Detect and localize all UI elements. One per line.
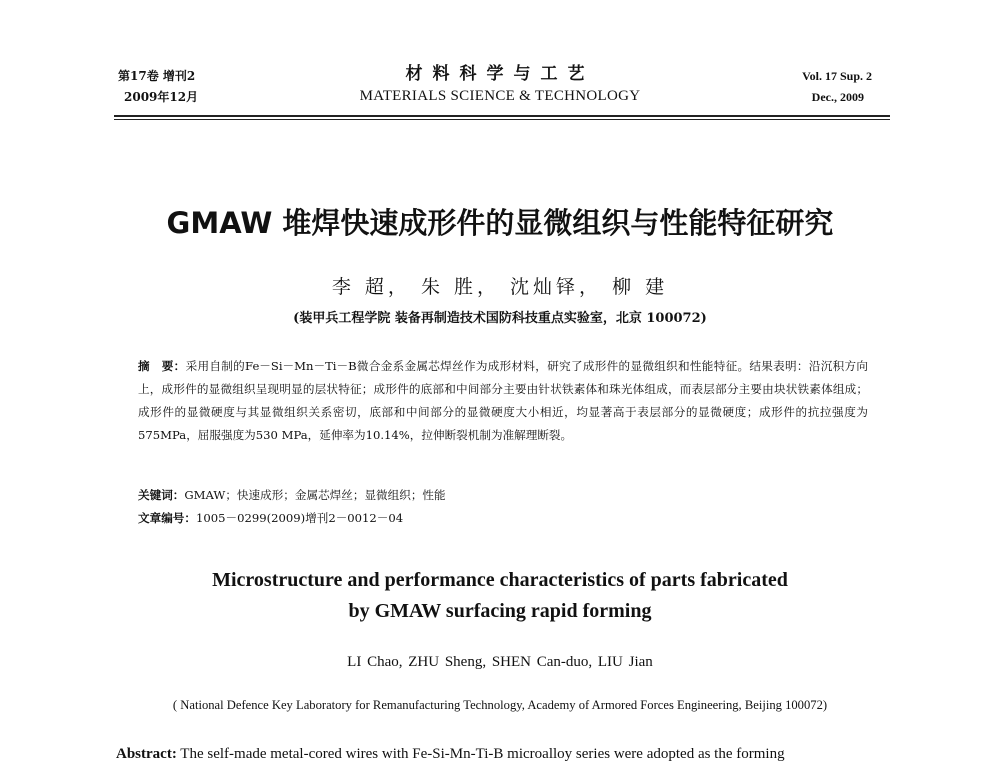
abstract-en-text: The self-made metal-cored wires with Fe-Si-Mn-Ti-B microalloy series were adopted as the forming [176,746,785,762]
abstract-cn-text: 采用自制的Fe－Si－Mn－Ti－B微合金系金属芯焊丝作为成形材料，研究了成形件的显微组织和性能特征。结果表明：沿沉积方向上，成形件的显微组织呈现明显的层状特征；成形件的底部和中间部分主要由针状铁素体和珠光体组成，而表层部分主要由块状铁素体组成；成形件的显微硬度与其显微组织关系密切，底部和中间部分的显微硬度大小相近，均显著高于表层部分的显微硬度；成形件的抗拉强度为575MPa，屈服强度为530 MPa，延伸率为10.14%，拉伸断裂机制为准解理断裂。 [138,359,868,442]
keywords-text: GMAW；快速成形；金属芯焊丝；显微组织；性能 [184,488,446,502]
abstract-en [116,744,886,764]
affiliation-cn: (装甲兵工程学院 装备再制造技术国防科技重点实验室，北京 100072) [293,311,707,326]
journal-name-cn: 材料科学与工艺 [405,64,595,84]
keywords-label: 关键词： [138,488,185,502]
paper-title-cn: GMAW 堆焊快速成形件的显微组织与性能特征研究 [166,206,834,240]
abstract-cn-label: 摘 要： [138,359,186,373]
header-volume-info-en [802,66,872,108]
publication-date-en: Dec., 2009 [811,90,864,104]
journal-name-en: MATERIALS SCIENCE & TECHNOLOGY [359,88,641,104]
article-number-text: 1005－0299(2009)增刊2－0012－04 [195,511,404,525]
publication-date-cn: 2009年12月 [124,90,199,104]
paper-title-en [0,565,1000,627]
keywords-cn [138,484,868,506]
abstract-cn [138,355,868,447]
affiliation-en: ( National Defence Key Laboratory for Remanufacturing Technology, Academy of Armored Forces Engineering, Beijing 100072) [172,698,828,712]
volume-issue: 第17卷 增刊2 [118,69,196,83]
header-divider-thin [114,119,890,120]
article-number [138,507,868,529]
abstract-en-label: Abstract: [116,746,177,762]
volume-issue-en: Vol. 17 Sup. 2 [802,69,872,83]
authors-en: LI Chao, ZHU Sheng, SHEN Can-duo, LIU Jian [347,654,653,670]
paper-title-en-line1: Microstructure and performance characteristics of parts fabricated [212,569,788,591]
paper-title-en-line2: by GMAW surfacing rapid forming [348,600,652,622]
article-number-label: 文章编号： [138,511,196,525]
authors-cn: 李 超， 朱 胜， 沈灿铎， 柳 建 [331,276,669,298]
header-divider-thick [114,115,890,117]
